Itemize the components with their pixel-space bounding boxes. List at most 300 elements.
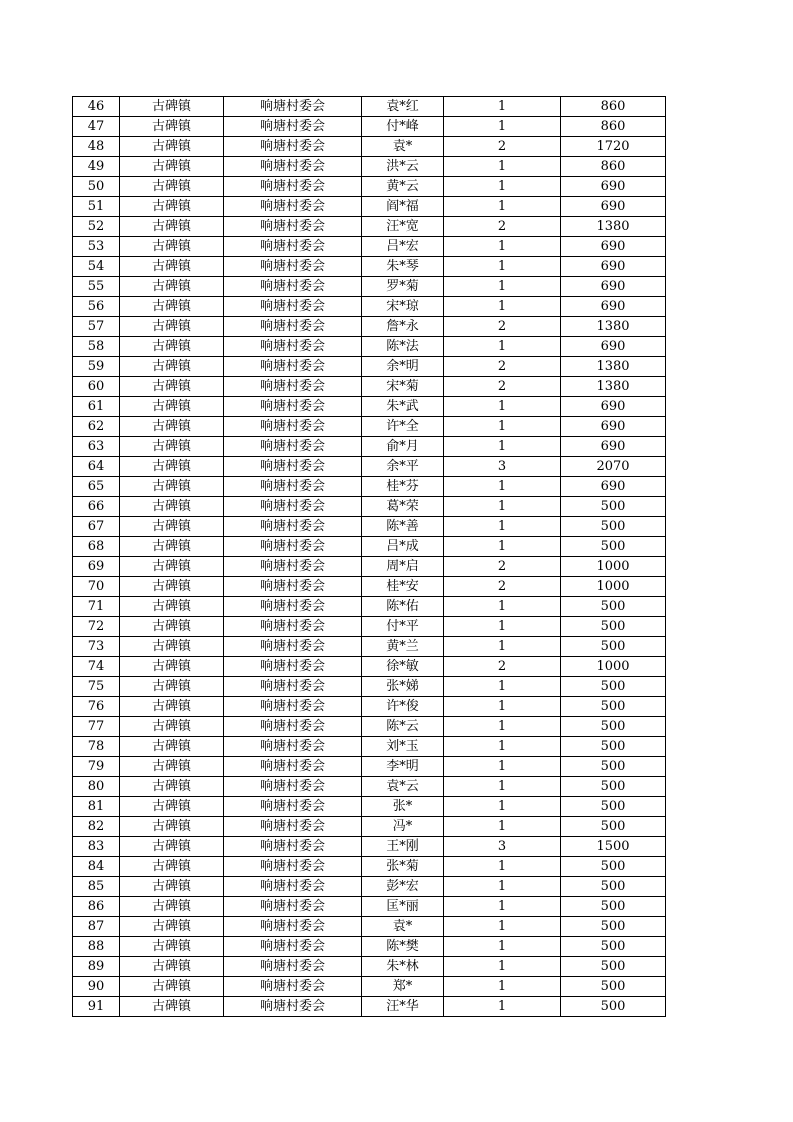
table-row bbox=[73, 457, 666, 477]
name-cell: 朱*琴 bbox=[362, 257, 444, 277]
table-row bbox=[73, 637, 666, 657]
amount-cell: 500 bbox=[561, 677, 666, 697]
count-cell: 3 bbox=[444, 457, 561, 477]
count-cell: 1 bbox=[444, 117, 561, 137]
count-cell: 1 bbox=[444, 497, 561, 517]
table-row bbox=[73, 237, 666, 257]
village-committee-cell: 响塘村委会 bbox=[224, 617, 362, 637]
table-row bbox=[73, 357, 666, 377]
village-committee-cell: 响塘村委会 bbox=[224, 777, 362, 797]
village-committee-cell: 响塘村委会 bbox=[224, 577, 362, 597]
town-cell: 古碑镇 bbox=[120, 417, 224, 437]
amount-cell: 500 bbox=[561, 957, 666, 977]
village-committee-cell: 响塘村委会 bbox=[224, 217, 362, 237]
count-cell: 2 bbox=[444, 137, 561, 157]
table-row bbox=[73, 737, 666, 757]
count-cell: 1 bbox=[444, 237, 561, 257]
town-cell: 古碑镇 bbox=[120, 977, 224, 997]
name-cell: 余*明 bbox=[362, 357, 444, 377]
table-row bbox=[73, 277, 666, 297]
amount-cell: 690 bbox=[561, 257, 666, 277]
village-committee-cell: 响塘村委会 bbox=[224, 957, 362, 977]
town-cell: 古碑镇 bbox=[120, 337, 224, 357]
table-row bbox=[73, 837, 666, 857]
table-row bbox=[73, 897, 666, 917]
table-row bbox=[73, 717, 666, 737]
village-committee-cell: 响塘村委会 bbox=[224, 477, 362, 497]
town-cell: 古碑镇 bbox=[120, 937, 224, 957]
name-cell: 袁*云 bbox=[362, 777, 444, 797]
town-cell: 古碑镇 bbox=[120, 837, 224, 857]
row-number-cell: 89 bbox=[73, 957, 120, 977]
table-row bbox=[73, 797, 666, 817]
name-cell: 宋*菊 bbox=[362, 377, 444, 397]
town-cell: 古碑镇 bbox=[120, 197, 224, 217]
village-committee-cell: 响塘村委会 bbox=[224, 517, 362, 537]
table-row bbox=[73, 977, 666, 997]
village-committee-cell: 响塘村委会 bbox=[224, 857, 362, 877]
table-row bbox=[73, 437, 666, 457]
town-cell: 古碑镇 bbox=[120, 317, 224, 337]
name-cell: 朱*林 bbox=[362, 957, 444, 977]
amount-cell: 690 bbox=[561, 297, 666, 317]
village-committee-cell: 响塘村委会 bbox=[224, 137, 362, 157]
village-committee-cell: 响塘村委会 bbox=[224, 197, 362, 217]
table-row bbox=[73, 577, 666, 597]
count-cell: 2 bbox=[444, 217, 561, 237]
name-cell: 朱*武 bbox=[362, 397, 444, 417]
amount-cell: 690 bbox=[561, 437, 666, 457]
row-number-cell: 64 bbox=[73, 457, 120, 477]
village-committee-cell: 响塘村委会 bbox=[224, 637, 362, 657]
table-row bbox=[73, 757, 666, 777]
row-number-cell: 78 bbox=[73, 737, 120, 757]
town-cell: 古碑镇 bbox=[120, 357, 224, 377]
count-cell: 1 bbox=[444, 197, 561, 217]
table-row bbox=[73, 517, 666, 537]
row-number-cell: 70 bbox=[73, 577, 120, 597]
row-number-cell: 80 bbox=[73, 777, 120, 797]
town-cell: 古碑镇 bbox=[120, 877, 224, 897]
name-cell: 袁* bbox=[362, 137, 444, 157]
table-row bbox=[73, 97, 666, 117]
village-committee-cell: 响塘村委会 bbox=[224, 597, 362, 617]
amount-cell: 500 bbox=[561, 597, 666, 617]
count-cell: 1 bbox=[444, 477, 561, 497]
village-committee-cell: 响塘村委会 bbox=[224, 557, 362, 577]
row-number-cell: 58 bbox=[73, 337, 120, 357]
row-number-cell: 66 bbox=[73, 497, 120, 517]
village-committee-cell: 响塘村委会 bbox=[224, 997, 362, 1017]
amount-cell: 1000 bbox=[561, 657, 666, 677]
town-cell: 古碑镇 bbox=[120, 817, 224, 837]
town-cell: 古碑镇 bbox=[120, 297, 224, 317]
town-cell: 古碑镇 bbox=[120, 777, 224, 797]
village-committee-cell: 响塘村委会 bbox=[224, 457, 362, 477]
name-cell: 罗*菊 bbox=[362, 277, 444, 297]
village-committee-cell: 响塘村委会 bbox=[224, 757, 362, 777]
count-cell: 1 bbox=[444, 397, 561, 417]
name-cell: 张* bbox=[362, 797, 444, 817]
roster-table-body bbox=[73, 97, 666, 1017]
amount-cell: 690 bbox=[561, 277, 666, 297]
count-cell: 1 bbox=[444, 777, 561, 797]
town-cell: 古碑镇 bbox=[120, 497, 224, 517]
amount-cell: 500 bbox=[561, 497, 666, 517]
town-cell: 古碑镇 bbox=[120, 897, 224, 917]
amount-cell: 1720 bbox=[561, 137, 666, 157]
amount-cell: 1380 bbox=[561, 217, 666, 237]
amount-cell: 1500 bbox=[561, 837, 666, 857]
amount-cell: 500 bbox=[561, 897, 666, 917]
amount-cell: 690 bbox=[561, 417, 666, 437]
amount-cell: 500 bbox=[561, 917, 666, 937]
count-cell: 1 bbox=[444, 437, 561, 457]
row-number-cell: 69 bbox=[73, 557, 120, 577]
row-number-cell: 46 bbox=[73, 97, 120, 117]
row-number-cell: 51 bbox=[73, 197, 120, 217]
town-cell: 古碑镇 bbox=[120, 737, 224, 757]
amount-cell: 690 bbox=[561, 197, 666, 217]
count-cell: 2 bbox=[444, 657, 561, 677]
table-row bbox=[73, 377, 666, 397]
town-cell: 古碑镇 bbox=[120, 117, 224, 137]
town-cell: 古碑镇 bbox=[120, 437, 224, 457]
amount-cell: 690 bbox=[561, 237, 666, 257]
count-cell: 2 bbox=[444, 317, 561, 337]
town-cell: 古碑镇 bbox=[120, 917, 224, 937]
amount-cell: 860 bbox=[561, 157, 666, 177]
roster-table bbox=[72, 96, 666, 1017]
row-number-cell: 85 bbox=[73, 877, 120, 897]
village-committee-cell: 响塘村委会 bbox=[224, 937, 362, 957]
table-row bbox=[73, 177, 666, 197]
name-cell: 陈*樊 bbox=[362, 937, 444, 957]
count-cell: 1 bbox=[444, 537, 561, 557]
name-cell: 袁*红 bbox=[362, 97, 444, 117]
town-cell: 古碑镇 bbox=[120, 237, 224, 257]
row-number-cell: 91 bbox=[73, 997, 120, 1017]
row-number-cell: 62 bbox=[73, 417, 120, 437]
table-row bbox=[73, 857, 666, 877]
town-cell: 古碑镇 bbox=[120, 757, 224, 777]
row-number-cell: 74 bbox=[73, 657, 120, 677]
table-row bbox=[73, 877, 666, 897]
village-committee-cell: 响塘村委会 bbox=[224, 337, 362, 357]
row-number-cell: 53 bbox=[73, 237, 120, 257]
name-cell: 许*俊 bbox=[362, 697, 444, 717]
village-committee-cell: 响塘村委会 bbox=[224, 297, 362, 317]
amount-cell: 500 bbox=[561, 777, 666, 797]
table-row bbox=[73, 817, 666, 837]
name-cell: 宋*琼 bbox=[362, 297, 444, 317]
row-number-cell: 82 bbox=[73, 817, 120, 837]
name-cell: 洪*云 bbox=[362, 157, 444, 177]
row-number-cell: 81 bbox=[73, 797, 120, 817]
row-number-cell: 49 bbox=[73, 157, 120, 177]
count-cell: 1 bbox=[444, 257, 561, 277]
row-number-cell: 47 bbox=[73, 117, 120, 137]
village-committee-cell: 响塘村委会 bbox=[224, 897, 362, 917]
town-cell: 古碑镇 bbox=[120, 677, 224, 697]
count-cell: 1 bbox=[444, 177, 561, 197]
amount-cell: 1380 bbox=[561, 377, 666, 397]
table-row bbox=[73, 617, 666, 637]
amount-cell: 500 bbox=[561, 617, 666, 637]
row-number-cell: 88 bbox=[73, 937, 120, 957]
row-number-cell: 73 bbox=[73, 637, 120, 657]
row-number-cell: 71 bbox=[73, 597, 120, 617]
name-cell: 匡*丽 bbox=[362, 897, 444, 917]
town-cell: 古碑镇 bbox=[120, 657, 224, 677]
town-cell: 古碑镇 bbox=[120, 217, 224, 237]
row-number-cell: 90 bbox=[73, 977, 120, 997]
amount-cell: 1380 bbox=[561, 317, 666, 337]
village-committee-cell: 响塘村委会 bbox=[224, 717, 362, 737]
town-cell: 古碑镇 bbox=[120, 537, 224, 557]
table-row bbox=[73, 937, 666, 957]
village-committee-cell: 响塘村委会 bbox=[224, 237, 362, 257]
row-number-cell: 83 bbox=[73, 837, 120, 857]
row-number-cell: 55 bbox=[73, 277, 120, 297]
village-committee-cell: 响塘村委会 bbox=[224, 417, 362, 437]
table-row bbox=[73, 957, 666, 977]
town-cell: 古碑镇 bbox=[120, 257, 224, 277]
name-cell: 汪*华 bbox=[362, 997, 444, 1017]
village-committee-cell: 响塘村委会 bbox=[224, 697, 362, 717]
count-cell: 1 bbox=[444, 157, 561, 177]
town-cell: 古碑镇 bbox=[120, 997, 224, 1017]
village-committee-cell: 响塘村委会 bbox=[224, 977, 362, 997]
amount-cell: 500 bbox=[561, 937, 666, 957]
name-cell: 陈*云 bbox=[362, 717, 444, 737]
village-committee-cell: 响塘村委会 bbox=[224, 377, 362, 397]
row-number-cell: 50 bbox=[73, 177, 120, 197]
amount-cell: 690 bbox=[561, 397, 666, 417]
table-row bbox=[73, 117, 666, 137]
count-cell: 1 bbox=[444, 517, 561, 537]
amount-cell: 500 bbox=[561, 537, 666, 557]
table-row bbox=[73, 677, 666, 697]
name-cell: 黄*云 bbox=[362, 177, 444, 197]
name-cell: 俞*月 bbox=[362, 437, 444, 457]
village-committee-cell: 响塘村委会 bbox=[224, 797, 362, 817]
amount-cell: 500 bbox=[561, 977, 666, 997]
town-cell: 古碑镇 bbox=[120, 457, 224, 477]
table-row bbox=[73, 497, 666, 517]
name-cell: 付*平 bbox=[362, 617, 444, 637]
town-cell: 古碑镇 bbox=[120, 617, 224, 637]
town-cell: 古碑镇 bbox=[120, 597, 224, 617]
row-number-cell: 57 bbox=[73, 317, 120, 337]
row-number-cell: 72 bbox=[73, 617, 120, 637]
amount-cell: 500 bbox=[561, 757, 666, 777]
village-committee-cell: 响塘村委会 bbox=[224, 657, 362, 677]
table-row bbox=[73, 197, 666, 217]
name-cell: 阎*福 bbox=[362, 197, 444, 217]
row-number-cell: 86 bbox=[73, 897, 120, 917]
count-cell: 2 bbox=[444, 357, 561, 377]
count-cell: 1 bbox=[444, 97, 561, 117]
village-committee-cell: 响塘村委会 bbox=[224, 537, 362, 557]
town-cell: 古碑镇 bbox=[120, 277, 224, 297]
village-committee-cell: 响塘村委会 bbox=[224, 257, 362, 277]
row-number-cell: 56 bbox=[73, 297, 120, 317]
town-cell: 古碑镇 bbox=[120, 157, 224, 177]
count-cell: 1 bbox=[444, 917, 561, 937]
village-committee-cell: 响塘村委会 bbox=[224, 877, 362, 897]
amount-cell: 860 bbox=[561, 117, 666, 137]
town-cell: 古碑镇 bbox=[120, 477, 224, 497]
village-committee-cell: 响塘村委会 bbox=[224, 737, 362, 757]
name-cell: 吕*宏 bbox=[362, 237, 444, 257]
count-cell: 1 bbox=[444, 957, 561, 977]
count-cell: 1 bbox=[444, 977, 561, 997]
amount-cell: 500 bbox=[561, 717, 666, 737]
town-cell: 古碑镇 bbox=[120, 637, 224, 657]
table-row bbox=[73, 477, 666, 497]
name-cell: 张*娣 bbox=[362, 677, 444, 697]
village-committee-cell: 响塘村委会 bbox=[224, 97, 362, 117]
amount-cell: 690 bbox=[561, 177, 666, 197]
town-cell: 古碑镇 bbox=[120, 397, 224, 417]
row-number-cell: 76 bbox=[73, 697, 120, 717]
town-cell: 古碑镇 bbox=[120, 857, 224, 877]
amount-cell: 500 bbox=[561, 817, 666, 837]
table-row bbox=[73, 137, 666, 157]
count-cell: 2 bbox=[444, 577, 561, 597]
table-row bbox=[73, 997, 666, 1017]
count-cell: 1 bbox=[444, 417, 561, 437]
count-cell: 1 bbox=[444, 877, 561, 897]
amount-cell: 500 bbox=[561, 517, 666, 537]
count-cell: 1 bbox=[444, 337, 561, 357]
count-cell: 1 bbox=[444, 757, 561, 777]
name-cell: 刘*玉 bbox=[362, 737, 444, 757]
count-cell: 1 bbox=[444, 717, 561, 737]
table-row bbox=[73, 557, 666, 577]
town-cell: 古碑镇 bbox=[120, 137, 224, 157]
name-cell: 郑* bbox=[362, 977, 444, 997]
name-cell: 陈*佑 bbox=[362, 597, 444, 617]
amount-cell: 500 bbox=[561, 737, 666, 757]
count-cell: 1 bbox=[444, 797, 561, 817]
name-cell: 徐*敏 bbox=[362, 657, 444, 677]
row-number-cell: 87 bbox=[73, 917, 120, 937]
count-cell: 1 bbox=[444, 937, 561, 957]
table-row bbox=[73, 417, 666, 437]
count-cell: 1 bbox=[444, 597, 561, 617]
name-cell: 陈*善 bbox=[362, 517, 444, 537]
name-cell: 李*明 bbox=[362, 757, 444, 777]
count-cell: 1 bbox=[444, 897, 561, 917]
table-row bbox=[73, 397, 666, 417]
village-committee-cell: 响塘村委会 bbox=[224, 837, 362, 857]
name-cell: 葛*荣 bbox=[362, 497, 444, 517]
town-cell: 古碑镇 bbox=[120, 517, 224, 537]
village-committee-cell: 响塘村委会 bbox=[224, 397, 362, 417]
village-committee-cell: 响塘村委会 bbox=[224, 677, 362, 697]
table-row bbox=[73, 157, 666, 177]
amount-cell: 500 bbox=[561, 697, 666, 717]
table-row bbox=[73, 217, 666, 237]
count-cell: 2 bbox=[444, 557, 561, 577]
row-number-cell: 61 bbox=[73, 397, 120, 417]
row-number-cell: 52 bbox=[73, 217, 120, 237]
count-cell: 1 bbox=[444, 737, 561, 757]
name-cell: 王*刚 bbox=[362, 837, 444, 857]
name-cell: 张*菊 bbox=[362, 857, 444, 877]
amount-cell: 1380 bbox=[561, 357, 666, 377]
count-cell: 1 bbox=[444, 677, 561, 697]
amount-cell: 860 bbox=[561, 97, 666, 117]
name-cell: 许*全 bbox=[362, 417, 444, 437]
amount-cell: 690 bbox=[561, 477, 666, 497]
amount-cell: 1000 bbox=[561, 577, 666, 597]
name-cell: 冯* bbox=[362, 817, 444, 837]
row-number-cell: 77 bbox=[73, 717, 120, 737]
count-cell: 1 bbox=[444, 697, 561, 717]
village-committee-cell: 响塘村委会 bbox=[224, 317, 362, 337]
count-cell: 1 bbox=[444, 997, 561, 1017]
name-cell: 周*启 bbox=[362, 557, 444, 577]
row-number-cell: 65 bbox=[73, 477, 120, 497]
table-row bbox=[73, 597, 666, 617]
village-committee-cell: 响塘村委会 bbox=[224, 177, 362, 197]
count-cell: 1 bbox=[444, 857, 561, 877]
name-cell: 詹*永 bbox=[362, 317, 444, 337]
row-number-cell: 84 bbox=[73, 857, 120, 877]
amount-cell: 500 bbox=[561, 877, 666, 897]
table-row bbox=[73, 697, 666, 717]
table-row bbox=[73, 257, 666, 277]
row-number-cell: 54 bbox=[73, 257, 120, 277]
count-cell: 1 bbox=[444, 617, 561, 637]
name-cell: 黄*兰 bbox=[362, 637, 444, 657]
amount-cell: 500 bbox=[561, 857, 666, 877]
table-row bbox=[73, 917, 666, 937]
count-cell: 1 bbox=[444, 637, 561, 657]
count-cell: 1 bbox=[444, 277, 561, 297]
row-number-cell: 60 bbox=[73, 377, 120, 397]
count-cell: 1 bbox=[444, 297, 561, 317]
name-cell: 吕*成 bbox=[362, 537, 444, 557]
town-cell: 古碑镇 bbox=[120, 957, 224, 977]
amount-cell: 500 bbox=[561, 997, 666, 1017]
town-cell: 古碑镇 bbox=[120, 717, 224, 737]
amount-cell: 690 bbox=[561, 337, 666, 357]
town-cell: 古碑镇 bbox=[120, 577, 224, 597]
row-number-cell: 59 bbox=[73, 357, 120, 377]
table-row bbox=[73, 657, 666, 677]
village-committee-cell: 响塘村委会 bbox=[224, 277, 362, 297]
name-cell: 付*峰 bbox=[362, 117, 444, 137]
village-committee-cell: 响塘村委会 bbox=[224, 497, 362, 517]
count-cell: 1 bbox=[444, 817, 561, 837]
table-row bbox=[73, 317, 666, 337]
village-committee-cell: 响塘村委会 bbox=[224, 157, 362, 177]
table-row bbox=[73, 337, 666, 357]
row-number-cell: 67 bbox=[73, 517, 120, 537]
name-cell: 陈*法 bbox=[362, 337, 444, 357]
village-committee-cell: 响塘村委会 bbox=[224, 357, 362, 377]
table-row bbox=[73, 537, 666, 557]
village-committee-cell: 响塘村委会 bbox=[224, 117, 362, 137]
town-cell: 古碑镇 bbox=[120, 557, 224, 577]
village-committee-cell: 响塘村委会 bbox=[224, 437, 362, 457]
amount-cell: 1000 bbox=[561, 557, 666, 577]
name-cell: 彭*宏 bbox=[362, 877, 444, 897]
